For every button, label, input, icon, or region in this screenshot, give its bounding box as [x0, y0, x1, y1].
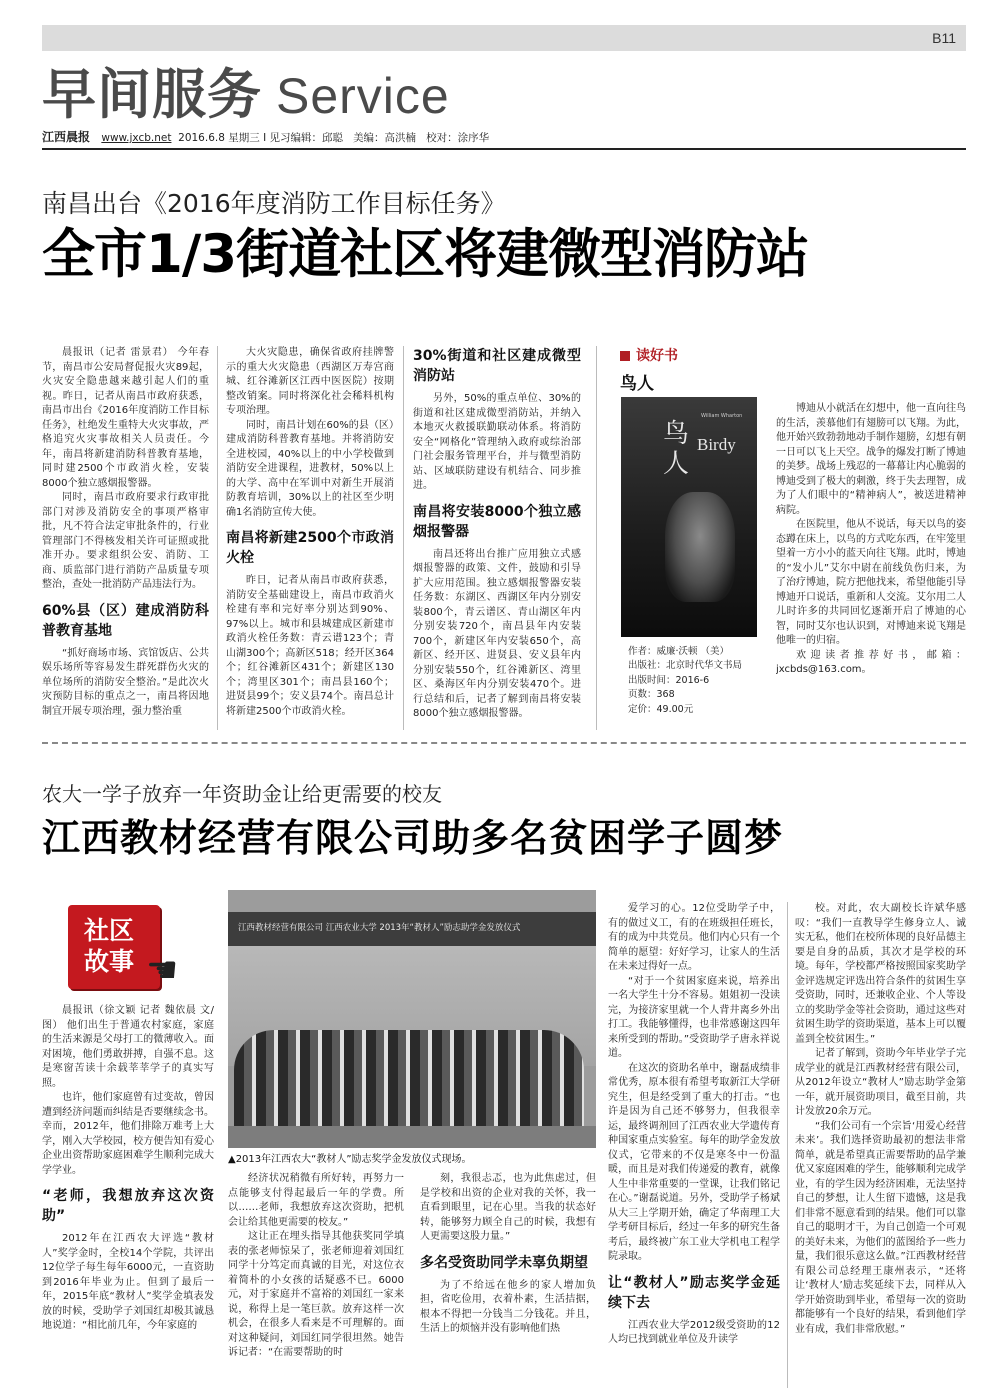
crouching-figure-illustration [665, 492, 735, 602]
book-publisher: 出版社：北京时代华文书局 [628, 660, 743, 672]
pointing-hand-icon: ☚ [146, 950, 179, 991]
book-recommend-note: 欢迎读者推荐好书，邮箱：jxcbds@163.com。 [776, 649, 966, 675]
photo-floor [228, 1126, 596, 1148]
story-divider [42, 742, 966, 744]
story1-paragraph: 大火灾隐患，确保省政府挂牌警示的重大火灾隐患（西湖区万寿宫商城、红谷滩新区江西中医医院）按期整改销案。同时将深化社会稀料机构专项治理。 [226, 347, 394, 416]
book-cover-image [621, 397, 757, 637]
book-section-label [620, 345, 678, 365]
book-pub-date: 出版时间：2016-6 [628, 674, 710, 686]
story1-paragraph: 同时，南昌市政府要求行政审批部门对涉及消防安全的事项严格审批，凡不符合法定审批条件的，行业管理部门不得核发相关许可证照或批准开办。要求组织公安、消防、工商、质监部门进行消防产品质量专项整治，查处一批消防产品违法行为。 [42, 492, 209, 590]
story2-column-5 [795, 902, 966, 1388]
column-divider [596, 346, 597, 730]
story1-paragraph: “抓好商场市场、宾馆饭店、公共娱乐场所等容易发生群死群伤火灾的单位场所的消防安全整治。”是此次火灾预防目标的重点之一，南昌将因地制宜开展专项治理，强力整治重 [42, 647, 209, 717]
story1-subhead-3: 30%街道和社区建成微型消防站 [413, 348, 581, 384]
story1-paragraph: 南昌还将出台推广应用独立式感烟报警器的政策、文件，鼓励和引导扩大应用范围。独立感烟报警器安装任务数：东湖区、西湖区年内分别安装800个，青云谱区、青山湖区年内分别安装720个，南昌县年内安装700个，新建区年内安装650个，高新区、经开区、进贤县、安义县年内分别安装550个，红谷滩新区、湾里区、桑海区年内分别安装470个。进行总结和后，记者了解到南昌将安装8000个独立感烟报警器。 [413, 548, 581, 719]
story2-paragraph: 校。对此，农大副校长许斌华感叹：“我们一直教导学生修身立人、诚实无私，他们在校所体现的良好品德主要是自身的品质，其次才是学校的环境。每年，学校都严格按照国家奖助学金评选规定评选出符合条件的贫困生享受资助，同时，还兼收企业、个人等设立的奖助学金等社会资助，通过这些对贫困生助学的资助渠道，基本上可以覆盖到全校贫困生。” [795, 903, 966, 1045]
book-label-text: 读好书 [636, 348, 678, 364]
column-divider [217, 346, 218, 730]
book-cover-author: William Wharton [701, 413, 743, 419]
story2-column-3 [420, 1172, 596, 1388]
story1-headline: 全市1/3街道社区将建微型消防站 [42, 224, 809, 285]
book-title: 鸟人 [620, 374, 654, 394]
proofreader-credit: 校对：涂序华 [426, 132, 490, 144]
editor-credit: 见习编辑：邱聪 [269, 132, 344, 144]
story2-paragraph: 这让正在埋头指导其他获奖同学填表的张老师惊呆了，张老师迎着刘国红同学十分笃定而真诚的目光，对这位衣着简朴的小女孩的话疑惑不已。6000元，对于家庭并不富裕的刘国红一家来说，称得上是一笔巨款。放弃这样一次机会，在很多人看来是不可理解的。面对这种疑问，刘国红同学很坦然。她告诉记者：“在需要帮助的时 [228, 1231, 404, 1358]
book-review-paragraph: 在医院里，他从不说话，每天以鸟的姿态蹲在床上，以鸟的方式吃东西，在牢笼里望着一方小小的蓝天向往飞翔。此时，博迪的“发小儿”艾尔中尉在前线负伤归来，为了治疗博迪，院方把他找来，希望他能引导博迪开口说话，重新和人交流。艾尔用二人儿时许多的共同回忆逐渐开启了博迪的心智，同时艾尔也认识到，对博迪来说飞翔是他唯一的归宿。 [776, 519, 966, 646]
section-title [42, 64, 450, 127]
story2-paragraph: “我们公司有一个宗旨‘用爱心经营未来’。我们选择资助最初的想法非常简单，就是希望真正需要帮助的品学兼优又家庭困难的学生，能够顺利完成学业，有的学生因为经济困难，无法坚持自己的梦想，让人生留下遗憾，这是我们非常不愿意看到的结果。他们可以靠自己的聪明才干，为自己创造一个可观的美好未来，为他们的蓝图给予一些力量，我们很乐意这么做。”江西教材经营有限公司总经理王康州表示，“还将让‘教材人’励志奖延续下去，同样从入学开始资助到毕业，希望每一次的资助都能够有一个良好的结果，看到他们学业有成，我们非常欣慰。” [795, 1120, 966, 1335]
paper-logo: 江西晨报 [42, 130, 91, 144]
story2-paragraph: 2012年在江西农大评选“教材人”奖学金时，全校14个学院，共评出12位学子每生每年6000元，一直资助到2016年毕业为止。但到了最后一年，2015年底“教材人”奖学金填表发放的时候，受助学子刘国红却极其诚恳地说道：“相比前几年，今年家庭的 [42, 1233, 214, 1331]
community-story-badge [68, 905, 179, 991]
photo-group-of-people [234, 1030, 584, 1126]
story1-lead-paragraph: 晨报讯（记者 雷景君） 今年春节，南昌市公安局督促报火灾89起，火灾安全隐患越来越引起人们的重视。昨日，记者从南昌市政府获悉，南昌市出台《2016年度消防工作目标任务》，杜绝发生重特大火灾事故，严格追究火灾事故相关人员责任。今年，南昌将新建消防科普教育基地，同时建2500个市政消火栓，安装8000个独立感烟报警器。 [42, 347, 209, 489]
story1-subhead-4: 南昌将安装8000个独立感烟报警器 [413, 503, 581, 540]
book-cover-title-cn: 鸟人 [663, 419, 690, 479]
book-author: 作者：威廉·沃顿 （美） [628, 646, 730, 657]
column-divider [403, 346, 404, 730]
story1-column-1 [42, 346, 209, 730]
story2-headline: 江西教材经营有限公司助多名贫困学子圆梦 [42, 816, 784, 860]
story2-paragraph: “对于一个贫困家庭来说，培养出一名大学生十分不容易。姐姐初一没读完，为接济家里就一个人背井离乡外出打工。我能够懂得，也非常感谢这四年来所受到的帮助。”受资助学子唐永祥说道。 [608, 975, 780, 1059]
photo-caption: ▲2013年江西农大“教材人”励志奖学金发放仪式现场。 [228, 1154, 472, 1165]
book-pages: 页数：368 [628, 689, 675, 701]
story1-paragraph: 昨日，记者从南昌市政府获悉，消防安全基础建设上，南昌市政消火栓建有率和完好率分别达到90%、97%以上。城市和县城建成区新建市政消火栓任务数：青云谱123个；青山湖300个；高新区518；经开区364个；红谷滩新区431个；新建区130个；湾里区301个；南昌县160个；进贤县99个；安义县74个。南昌总计将新建2500个市政消火栓。 [226, 575, 394, 717]
page-number: B11 [932, 30, 956, 46]
section-title-en: Service [276, 68, 450, 124]
masthead-meta [42, 130, 489, 145]
story2-subhead-1: “老师，我想放弃这次资助” [42, 1188, 214, 1224]
section-title-cn: 早间服务 [42, 63, 262, 126]
story1-column-2 [226, 346, 394, 730]
story1-paragraph: 另外，50%的重点单位、30%的街道和社区建成微型消防站，并纳入本地灭火救援联勤联动体系。将消防安全“网格化”管理纳入政府或综治部门社会服务管理平台，并与微型消防站、区域联防建设有机结合、同步推进。 [413, 393, 581, 491]
story1-subhead-1: 60%县（区）建成消防科普教育基地 [42, 602, 209, 639]
meta-separator: I [263, 132, 267, 144]
column-divider [787, 902, 788, 1388]
book-info [628, 645, 742, 717]
story2-paragraph: 爱学习的心。12位受助学子中，有的做过义工，有的在班级担任班长，有的成为中共党员。他们内心只有一个简单的愿望：好好学习，让家人的生活在未来过得好一点。 [608, 903, 780, 972]
story2-subhead-3: 让“教材人”励志奖学金延续下去 [608, 1274, 780, 1311]
story2-paragraph: 为了不给远在他乡的家人增加负担，省吃俭用，衣着朴素，生活拮据，根本不得把一分钱当二分钱花。并且，生活上的烦恼并没有影响他们热 [420, 1279, 596, 1334]
label-square-icon [620, 351, 630, 361]
book-review [776, 402, 966, 720]
book-price: 定价：49.00元 [628, 703, 694, 715]
photo-banner [228, 912, 596, 946]
story1-column-3 [413, 346, 581, 730]
story2-subhead-2: 多名受资助同学未辜负期望 [420, 1254, 588, 1271]
story2-paragraph: 记者了解到，资助今年毕业学子完成学业的就是江西教材经营有限公司，从2012年设立“教材人”励志助学金第一年，就开展资助项目，截至目前，共计发放20余万元。 [795, 1048, 966, 1117]
book-cover-title-en: Birdy [697, 435, 736, 454]
story1-paragraph: 同时，南昌计划在60%的县（区）建成消防科普教育基地。并将消防安全进校园，40%以上的中小学校做到消防安全进课程，进教材，50%以上的大学、高中在军训中对新生开展消防教育培训，30%以上的社区至少明确1名消防宣传大使。 [226, 419, 394, 518]
story2-paragraph: 江西农业大学2012级受资助的12人均已找到就业单位及升读学 [608, 1319, 780, 1345]
issue-weekday: 星期三 [228, 132, 260, 144]
story2-column-2 [228, 1172, 404, 1388]
story2-paragraph: 也许，他们家庭曾有过变故，曾因遭到经济问题而纠结是否要继续念书。幸而，2012年，他们排除万难考上大学，刚入大学校园，校方便告知有爱心企业出资帮助家庭困难学生顺利完成大学学业。 [42, 1092, 214, 1176]
story2-kicker: 农大一学子放弃一年资助金让给更需要的校友 [42, 782, 442, 806]
photo-banner-text: 江西教材经营有限公司 江西农业大学 2013年“教材人”励志助学金发放仪式 [238, 923, 521, 933]
designer-credit: 美编：高洪楠 [353, 132, 417, 144]
masthead-rule [42, 148, 966, 150]
story1-kicker: 南昌出台《2016年度消防工作目标任务》 [42, 189, 506, 218]
header-bar [42, 25, 966, 51]
story2-paragraph: 经济状况稍微有所好转，再努力一点能够支付得起最后一年的学费。所以……老师，我想放弃这次资助，把机会让给其他更需要的校友。” [228, 1173, 404, 1228]
badge-text: 社区故事 [84, 916, 135, 976]
paper-url[interactable]: www.jxcb.net [101, 132, 172, 144]
story2-column-4 [608, 902, 780, 1388]
story1-subhead-2: 南昌将新建2500个市政消火栓 [226, 530, 394, 566]
book-review-paragraph: 博迪从小就活在幻想中，他一直向往鸟的生活，羡慕他们有翅膀可以飞翔。为此，他开始兴致勃勃地动手制作翅膀，幻想有朝一日可以飞上天空。战争的爆发打断了博迪的美梦。战场上残忍的一幕幕让内心脆弱的博迪受到了极大的刺激，终于失去理智，成为了人们眼中的“精神病人”，被送进精神病院。 [776, 403, 966, 516]
issue-date: 2016.6.8 [178, 132, 225, 144]
story2-lead-paragraph: 晨报讯（徐文颖 记者 魏依晨 文/图） 他们出生于普通农村家庭，家庭的生活来源是父母打工的微薄收入。面对困境，他们勇敢拼搏，自强不息。这是寒窗苦读十余载莘莘学子的真实写照。 [42, 1005, 214, 1089]
story2-paragraph: 刻，我很忐忑，也为此焦虑过，但是学校和出资的企业对我的关怀，我一直看到眼里，记在心里。当我的状态好转，能够努力顾全自己的时候，我想有人更需要这股力量。” [420, 1173, 596, 1242]
story2-paragraph: 在这次的资助名单中，谢磊成绩非常优秀，原本很有希望考取新江大学研究生，但是经受到了重大的打击。“也许是因为自己还不够努力，但我很幸运，最终调剂回了江西农业大学遗传育种国家重点实验室。每年的助学金发放仪式，它带来的不仅是寒冬中一份温暖，而且是对我们传递爱的教育，就像人生中非常重要的一堂课，让我们铭记在心。”谢磊说道。另外，受助学子杨斌从大三上学期开始，确定了华南理工大学考研目标后，经过一年多的研究生备考后，最终被广东工业大学机电工程学院录取。 [608, 1062, 780, 1262]
ceremony-photo [228, 890, 596, 1148]
story2-column-1 [42, 1004, 214, 1388]
